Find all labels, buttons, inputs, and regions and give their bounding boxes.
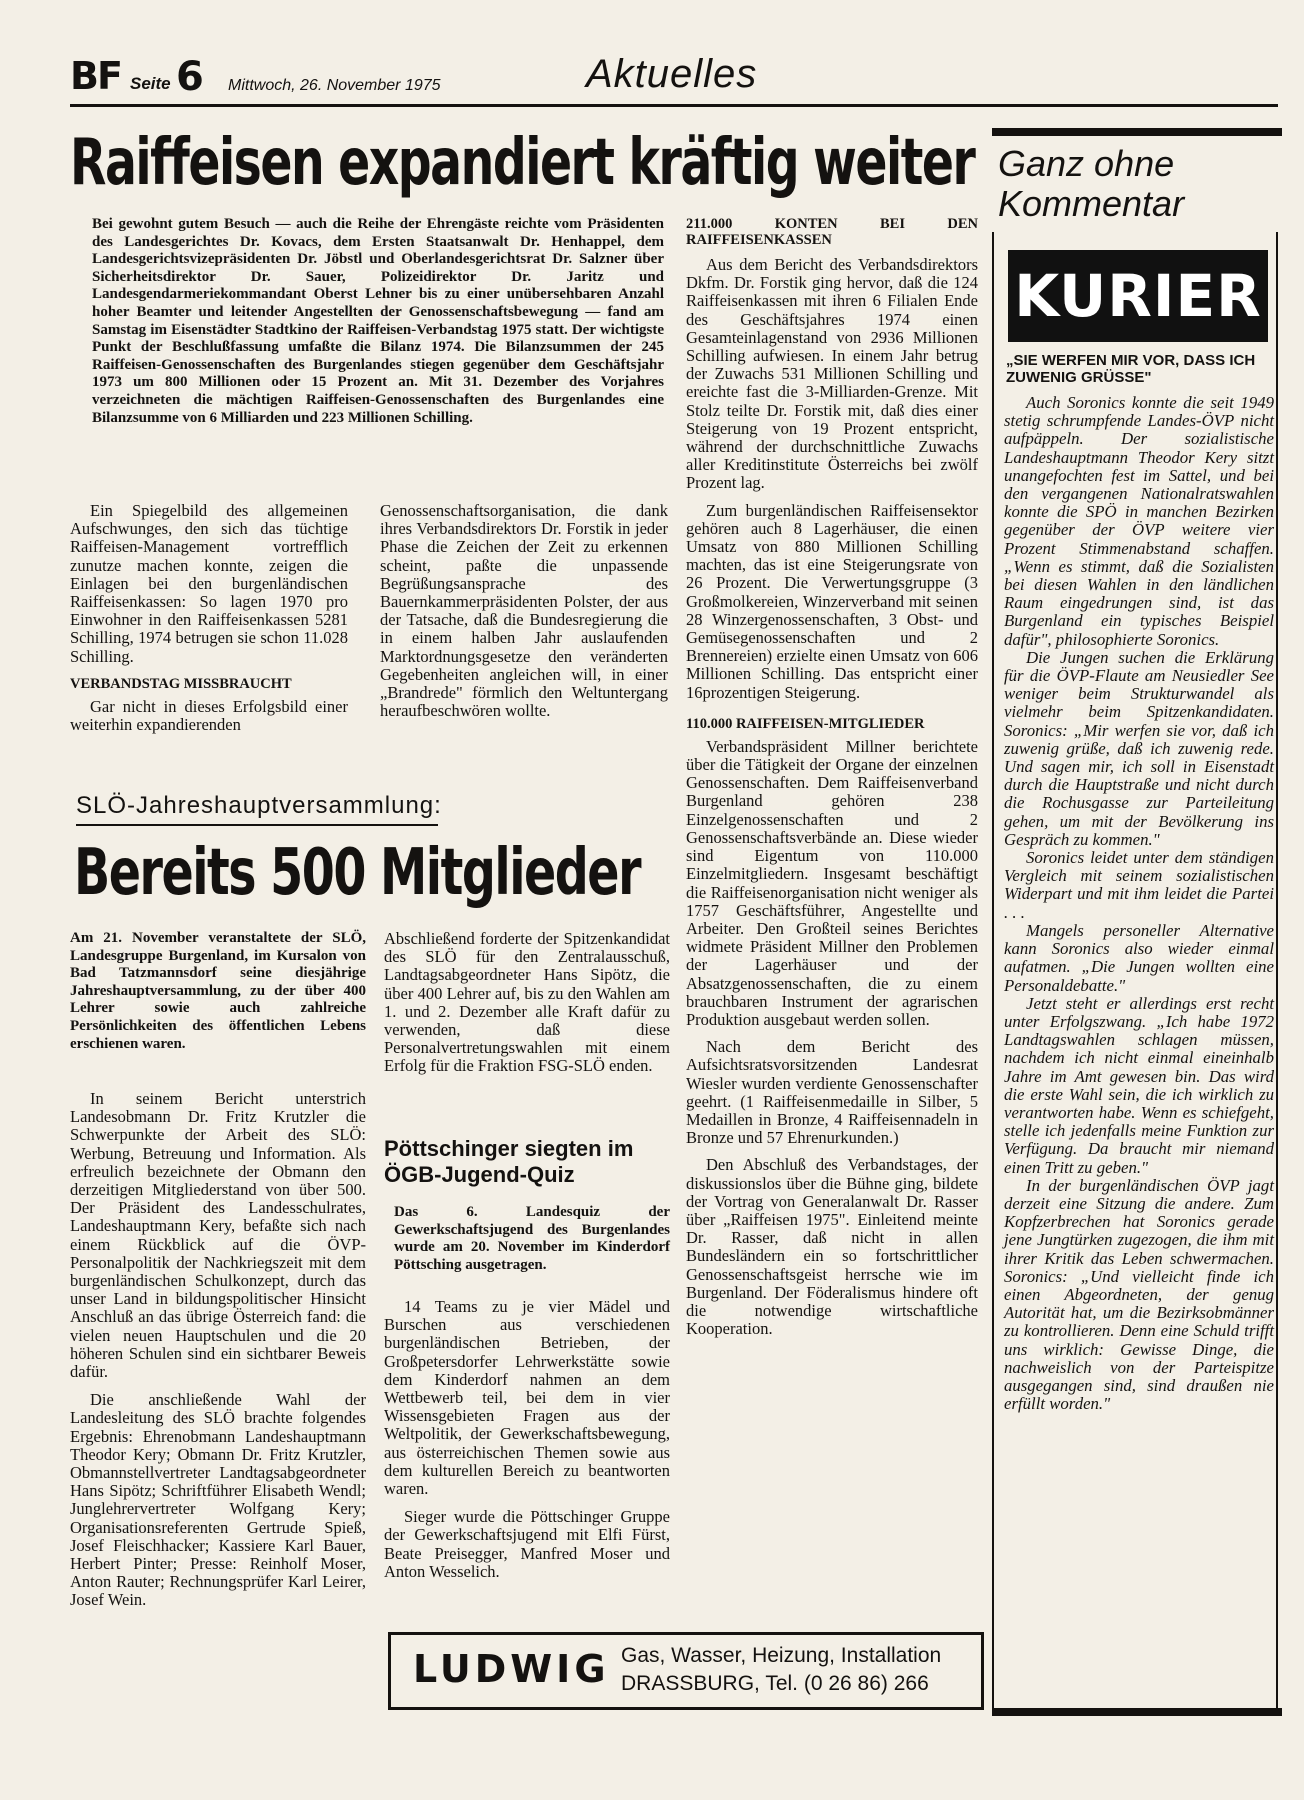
advertiser-services: Gas, Wasser, Heizung, Installation — [621, 1644, 942, 1667]
commentary-bottom-rule — [992, 1708, 1282, 1716]
page-number: 6 — [176, 54, 204, 100]
paragraph: In seinem Bericht unterstrich Landesobmann Dr. Fritz Krutzler die Schwerpunkte der Arbeit des SLÖ: Werbung, Betreuung und Information. Als erfreulich bezeichnete der Obmann den derzeitigen Mitgliederstand von über 500. Der Präsident des Landesschulrates, Landeshauptmann Kery, befaßte sich nach einem Rückblick auf die ÖVP-Personalpolitik der Nachkriegszeit mit dem burgenländischen Schulkonzept, durch das unser Land in bildungspolitischer Hinsicht Anschluß an das übrige Österreich fand: die vielen neuen Hauptschulen und die 20 höheren Schulen sind ein sichtbarer Beweis dafür. — [70, 1089, 366, 1382]
subheading: 110.000 RAIFFEISEN-MITGLIEDER — [686, 715, 925, 732]
article-headline: Pöttschinger siegten im ÖGB-Jugend-Quiz — [384, 1136, 634, 1187]
paragraph: Zum burgenländischen Raiffeisensektor gehören auch 8 Lagerhäuser, die einen Umsatz von 880 Millionen Schilling machten, das ist eine Steigerungsrate von 26 Prozent. Die Verwertungsgruppe (3 Großmolkereien, Winzerverband mit seinen 28 Winzergenossenschaften, 3 Obst- und Gemüsegenossenschaften und 2 Brennereien) erzielte einen Umsatz von 606 Millionen Schilling. Das entspricht einer 16prozentigen Steigerung. — [686, 500, 978, 702]
advertiser-contact: DRASSBURG, Tel. (0 26 86) 266 — [621, 1672, 929, 1695]
quote-title: „SIE WERFEN MIR VOR, DASS ICH ZUWENIG GRÜSSE" — [1006, 352, 1256, 386]
article-column-1 — [70, 502, 348, 734]
article-kicker: SLÖ-Jahreshauptversammlung: — [76, 792, 442, 819]
article-lead: Das 6. Landesquiz der Gewerkschaftsjugend des Burgenlandes wurde am 20. November im Kinderdorf Pöttsching ausgetragen. — [394, 1204, 670, 1273]
newspaper-logo: BF — [70, 54, 121, 98]
article-column-2 — [380, 502, 668, 720]
kicker-underline — [76, 824, 438, 826]
paragraph: Abschließend forderte der Spitzenkandidat des SLÖ für den Zentralausschuß, Landtagsabgeordneter Hans Sipötz, die über 400 Lehrer auf, bis zu den Wahlen am 1. und 2. Dezember alle Kraft dafür zu verwenden, daß diese Personalvertretungswahlen mit einem Erfolg für die Fraktion FSG-SLÖ enden. — [384, 929, 670, 1076]
paragraph: Auch Soronics konnte die seit 1949 stetig schrumpfende Landes-ÖVP nicht aufpäppeln. Der sozialistische Landeshauptmann Theodor Kery sitzt unangefochten fest im Sattel, und bei den vergangenen Nationalratswahlen konnte die SPÖ in manchen Bezirken gegenüber der ÖVP weitere vier Prozent Stimmenabstand schaffen. „Wenn es stimmt, daß die Sozialisten bei diesen Wahlen in den ländlichen Raum eingedrungen sind, ist das Burgenland ein typisches Beispiel dafür", philosophierte Soronics. — [1004, 393, 1274, 649]
paragraph: Gar nicht in dieses Erfolgsbild einer weiterhin expandierenden — [70, 696, 348, 735]
article-lead: Bei gewohnt gutem Besuch — auch die Reihe der Ehrengäste reichte vom Präsidenten des Landesgerichtes Dr. Kovacs, dem Ersten Staatsanwalt Dr. Henhappel, dem Landesgerichtsvizepräsidenten Dr. Jöbstl und Oberlandesgerichtsrat Dr. Salzner über Sicherheitsdirektor Dr. Sauer, Polizeidirektor Dr. Jaritz und Landesgendarmeriekommandant Oberst Lehner bis zu einer unübersehbaren Anzahl hoher Beamter und leitender Angestellten der Genossenschaftsbewegung — fand am Samstag im Eisenstädter Stadtkino der Raiffeisen-Verbandstag 1975 statt. Der wichtigste Punkt der Beschlußfassung umfaßte die Bilanz 1974. Die Bilanzsummen der 245 Raiffeisen-Genossenschaften des Burgenlandes stiegen gegenüber dem Geschäftsjahr 1973 um 800 Millionen oder 15 Prozent an. Mit 31. Dezember des Vorjahres verzeichneten die mächtigen Raiffeisen-Genossenschaften des Burgenlandes eine Bilanzsumme von 6 Milliarden und 223 Millionen Schilling. — [92, 216, 664, 426]
paragraph: Aus dem Bericht des Verbandsdirektors Dkfm. Dr. Forstik ging hervor, daß die 124 Raiffeisenkassen mit ihren 6 Filialen Ende des Geschäftsjahres 1974 einen Gesamteinlagenstand von 2936 Millionen Schilling aufwiesen. In einem Jahr betrug der Zuwachs 531 Millionen Schilling und ereichte fast die 3-Milliarden-Grenze. Mit Stolz teilte Dr. Forstik mit, daß dies einer Steigerung von 19 Prozent entspricht, während der durchschnittliche Zuwachs aller Kreditinstitute Österreichs bei zwölf Prozent lag. — [686, 255, 978, 493]
paragraph: 14 Teams zu je vier Mädel und Burschen aus verschiedenen burgenländischen Betrieben, der Großpetersdorfer Lehrwerkstätte sowie dem Kinderdorf nahmen an dem Wettbewerb teil, bei dem in vier Wissensgebieten Fragen aus der Weltpolitik, der Gewerkschaftsbewegung, aus österreichischen Themen sowie aus dem kulturellen Bereich zu beantworten waren. — [384, 1297, 670, 1499]
subheading: VERBANDSTAG MISSBRAUCHT — [70, 675, 292, 692]
paragraph: Den Abschluß des Verbandstages, der diskussionslos über die Bühne ging, bildete der Vortrag von Generalanwalt Dr. Rasser über „Raiffeisen 1975". Einleitend meinte Dr. Rasser, daß nicht in allen Bundesländern ein so fortschrittlicher Genossenschaftsgeist herrsche wie im Burgenland. Der Föderalismus hindere oft die notwendige wirtschaftliche Kooperation. — [686, 1155, 978, 1339]
article-column-3 — [686, 216, 978, 1338]
commentary-body — [1004, 394, 1274, 1413]
article-body — [384, 1298, 670, 1581]
paragraph: Genossenschaftsorganisation, die dank ihres Verbandsdirektors Dr. Forstik in jeder Phase die Zeichen der Zeit zu erkennen scheint, paßte die unpassende Begrüßungsansprache des Bauernkammerpräsidenten Polster, der aus der Tatsache, daß die Bundesregierung die in einem halben Jahr auslaufenden Marktordnungsgesetze den veränderten Gegebenheiten angleichen will, in einer „Brandrede" förmlich den Weltuntergang heraufbeschwören wollte. — [380, 501, 668, 721]
paragraph: Jetzt steht er allerdings erst recht unter Erfolgszwang. „Ich habe 1972 Landtagswahlen schlagen müssen, nachdem ich nicht einmal eineinhalb Jahre im Amt gewesen bin. Das wird die erste Wahl sein, die ich wirklich zu verantworten habe. Wenn es schiefgeht, stelle ich jedenfalls meine Funktion zur Verfügung. Da braucht mir niemand einen Tritt zu geben." — [1004, 993, 1274, 1177]
article-headline: Bereits 500 Mitglieder — [74, 836, 641, 910]
paragraph: In der burgenländischen ÖVP jagt derzeit eine Sitzung die andere. Zum Kopfzerbrechen hat Soronics gerade jene Jungtürken zugezogen, die ihm mit ihrer Kritik das Leben schwermachen. Soronics: „Und vielleicht finde ich einen Abgeordneten, der genug Autorität hat, um die Bezirksobmänner zu kontrollieren. Denn eine Schuld trifft uns wirklich: Gewisse Dinge, die nachweislich von der Parteispitze ausgegangen sind, sind draußen nie erfüllt worden." — [1004, 1175, 1274, 1414]
article-headline: Raiffeisen expandiert kräftig weiter — [70, 126, 975, 200]
paragraph: Verbandspräsident Millner berichtete über die Tätigkeit der Organe der einzelnen Genossenschaften. Dem Raiffeisenverband Burgenland gehören 238 Einzelgenossenschaften und 2 Genossenschaftsverbände an. Diese wieder sind Eigentum von 110.000 Einzelmitgliedern. Insgesamt beschäftigt die Raiffeisenorganisation nicht weniger als 1757 Geschäftsführer, Angestellte und Arbeiter. Den Großteil seines Berichtes widmete Präsident Millner den Problemen der Lagerhäuser und der Absatzgenossenschaften, die zu einem brauchbaren Instrument der agrarischen Produktion ausgebaut werden sollen. — [686, 736, 978, 1029]
section-title: Aktuelles — [586, 52, 758, 96]
header-rule — [70, 104, 1278, 107]
advertisement-box — [388, 1632, 984, 1710]
issue-date: Mittwoch, 26. November 1975 — [228, 77, 441, 94]
page-label: Seite — [130, 74, 171, 93]
commentary-top-rule — [992, 128, 1282, 136]
kurier-logo: KURIER — [1008, 250, 1268, 342]
article-column-1 — [70, 1090, 366, 1610]
paragraph: Die anschließende Wahl der Landesleitung des SLÖ brachte folgendes Ergebnis: Ehrenobmann Landeshauptmann Theodor Kery; Obmann Dr. Fritz Krutzler, Obmannstellvertreter Landtagsabgeordneter Hans Sipötz; Schriftführer Elisabeth Wendl; Junglehrervertreter Wolfgang Kery; Organisationsreferenten Gertrude Spieß, Josef Fleischhacker; Kassiere Karl Bauer, Herbert Pinter; Presse: Reinholf Moser, Anton Rauter; Rechnungsprüfer Karl Leirer, Josef Wein. — [70, 1390, 366, 1610]
advertiser-name: LUDWIG — [413, 1647, 610, 1691]
paragraph: Soronics leidet unter dem ständigen Vergleich mit seinem sozialistischen Widerpart und mit ihm leidet die Partei . . . — [1004, 848, 1274, 922]
paragraph: Mangels personeller Alternative kann Soronics also wieder einmal aufatmen. „Die Jungen wollten eine Personaldebatte." — [1004, 920, 1274, 995]
subheading: 211.000 KONTEN BEI DEN RAIFFEISENKASSEN — [686, 216, 978, 248]
paragraph: Nach dem Bericht des Aufsichtsratsvorsitzenden Landesrat Wiesler wurden verdiente Genossenschafter geehrt. (1 Raiffeisenmedaille in Silber, 5 Medaillen in Bronze, 4 Raiffeisennadeln in Bronze und 57 Ehrenurkunden.) — [686, 1037, 978, 1148]
article-lead: Am 21. November veranstaltete der SLÖ, Landesgruppe Burgenland, im Kursalon von Bad Tatzmannsdorf seine diesjährige Jahreshauptversammlung, zu der über 400 Lehrer sowie auch zahlreiche Persönlichkeiten des öffentlichen Lebens erschienen waren. — [70, 930, 366, 1052]
commentary-title: Ganz ohne Kommentar — [998, 143, 1185, 224]
paragraph: Ein Spiegelbild des allgemeinen Aufschwunges, den sich das tüchtige Raiffeisen-Management vortrefflich zunutze machen konnte, zeigen die Einlagen bei den burgenländischen Raiffeisenkassen: So lagen 1970 pro Einwohner in den Raiffeisenkassen 5281 Schilling, 1974 betrugen sie schon 11.028 Schilling. — [70, 501, 348, 666]
article-column-2 — [384, 930, 670, 1076]
paragraph: Sieger wurde die Pöttschinger Gruppe der Gewerkschaftsjugend mit Elfi Fürst, Beate Preisegger, Manfred Moser und Anton Wesselich. — [384, 1507, 670, 1581]
paragraph: Die Jungen suchen die Erklärung für die ÖVP-Flaute am Neusiedler See weniger beim Strukturwandel als vielmehr beim Spitzenkandidaten. Soronics: „Mir werfen sie vor, daß ich zuwenig grüße, daß ich zuwenig rede. Und sagen mir, ich soll in Eisenstadt durch die Hauptstraße und nicht durch die Rochusgasse zur Parteileitung gehen, um mit der Bevölkerung ins Gespräch zu kommen." — [1004, 647, 1274, 849]
